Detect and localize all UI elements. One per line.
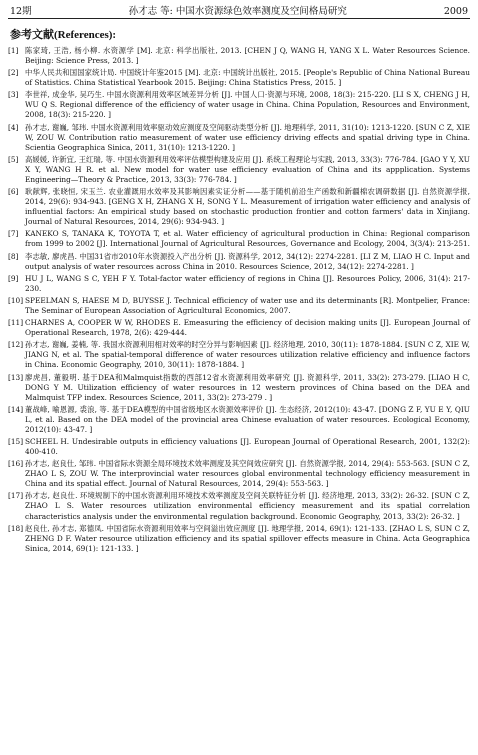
reference-number: [7] — [8, 229, 19, 239]
reference-text: 耿献辉, 张晓恒, 宋玉兰. 农业灌溉用水效率及其影响因素实证分析——基于随机前沿生产函数和新疆棉农调研数据 [J]. 自然资源学报, 2014, 29(6): 934-943. [GENG X H, ZHANG X H, SONG Y L. Measurement of irrigation water efficiency and analysis of influential factors: An empirical study based on stochastic production frontier and cotton farmers' data in Xinjiang. Journal of Natural Resources, 2014, 29(6): 934-943. ] — [25, 187, 470, 227]
reference-text: 赵良仕, 孙才志, 郑德凤. 中国省际水资源利用效率与空间溢出效应测度 [J]. 地理学报, 2014, 69(1): 121-133. [ZHAO L S, SUN C Z, ZHENG D F. Water resource utilization efficiency and its spatial spillover effects measure in China. Acta Geographica Sinica, 2014, 69(1): 121-133. ] — [25, 523, 470, 553]
reference-text: 孙才志, 谢巍, 邹玮. 中国水资源利用效率驱动效应测度及空间驱动类型分析 [J]. 地理科学, 2011, 31(10): 1213-1220. [SUN C Z, XIE W, ZOU W. Contribution ratio measurement of water use efficiency driving effects and spatial driving type in China. Scientia Geographica Sinica, 2011, 31(10): 1213-1220. ] — [25, 122, 470, 152]
reference-item — [8, 373, 470, 403]
reference-text: SCHEEL H. Undesirable outputs in efficiency valuations [J]. European Journal of Operational Research, 2001, 132(2): 400-410. — [25, 437, 470, 457]
page-number: 2009 — [443, 6, 468, 17]
reference-item — [8, 252, 470, 272]
reference-item — [8, 274, 470, 294]
reference-text: 董战峰, 喻恩源, 裘浪, 等. 基于DEA模型的中国省级地区水资源效率评价 [J]. 生态经济, 2012(10): 43-47. [DONG Z F, YU E Y, QIU L, et al. Based on the DEA model of the provincial area Chinese evaluation of water resources. Ecological Economy, 2012(10): 43-47. ] — [25, 404, 470, 434]
reference-number: [17] — [8, 491, 24, 501]
reference-text: SPEELMAN S, HAESE M D, BUYSSE J. Technical efficiency of water use and its determinants [R]. Montpelier, France: The Seminar of European Association of Agricultural Economics, 2007. — [25, 295, 470, 315]
reference-text: CHARNES A, COOPER W W, RHODES E. Emeasuring the efficiency of decision making units [J]. European Journal of Operational Research, 1978, 2(6): 429-444. — [25, 318, 470, 338]
reference-number: [8] — [8, 251, 19, 261]
reference-text: 陈家琦, 王浩, 杨小柳. 水资源学 [M]. 北京: 科学出版社, 2013. [CHEN J Q, WANG H, YANG X L. Water Resources Science. Beijing: Science Press, 2013. ] — [25, 46, 470, 66]
reference-item — [8, 229, 470, 249]
reference-text: 孙才志, 谢巍, 姜楠, 等. 我国水资源利用相对效率的时空分异与影响因素 [J]. 经济地理, 2010, 30(11): 1878-1884. [SUN C Z, XIE W, JIANG N, et al. The spatial-temporal difference of water resources utilization relative efficiency and influence factors in China. Economic Geography, 2010, 30(11): 1878-1884. ] — [25, 340, 470, 370]
reference-text: 孙才志, 赵良仕, 邹玮. 中国省际水资源全局环境技术效率测度及其空间效应研究 [J]. 自然资源学报, 2014, 29(4): 553-563. [SUN C Z, ZHAO L S, ZOU W. The interprovincial water resources global environmental technology efficiency measurement in China and its spatial effect. Journal of Natural Resources, 2014, 29(4): 553-563. ] — [25, 459, 470, 489]
reference-text: 廖虎昌, 董毅明. 基于DEA和Malmquist指数的西部12省水资源利用效率研究 [J]. 资源科学, 2011, 33(2): 273-279. [LIAO H C, DONG Y M. Utilization efficiency of water resources in 12 western provinces of China based on the DEA and Malmquist TFP index. Resources Science, 2011, 33(2): 273-279 . ] — [25, 372, 470, 402]
reference-number: [13] — [8, 372, 24, 382]
reference-number: [5] — [8, 154, 19, 164]
running-header — [8, 0, 470, 19]
reference-number: [3] — [8, 90, 19, 100]
reference-text: 孙才志, 赵良仕. 环境规制下的中国水资源利用环境技术效率测度及空间关联特征分析 [J]. 经济地理, 2013, 33(2): 26-32. [SUN C Z, ZHAO L S. Water resources utilization environmental efficiency measurement and its spatial correlation characteristics analysis under the environmental regulation background. Economic Geography, 2013, 33(2): 26-32. ] — [25, 491, 470, 521]
reference-text: KANEKO S, TANAKA K, TOYOTA T, et al. Water efficiency of agricultural production in China: Regional comparison from 1999 to 2002 [J]. International Journal of Agricultural Resources, Governance and Ecology, 2004, 3(3/4): 213-251. — [25, 229, 470, 249]
reference-item — [8, 340, 470, 370]
reference-number: [18] — [8, 523, 24, 533]
reference-number: [11] — [8, 318, 24, 328]
reference-item — [8, 405, 470, 435]
reference-item — [8, 90, 470, 120]
reference-text: 高媛媛, 许新宜, 王红瑞, 等. 中国水资源利用效率评估模型构建及应用 [J]. 系统工程理论与实践, 2013, 33(3): 776-784. [GAO Y Y, XU X Y, WANG H R. et al. New model for water use efficiency evaluation of China and its appplication. Systems Engineering—Theory & Practice, 2013, 33(3): 776-784. ] — [25, 154, 470, 184]
reference-number: [14] — [8, 404, 24, 414]
reference-item — [8, 318, 470, 338]
reference-list — [8, 46, 470, 554]
reference-item — [8, 296, 470, 316]
reference-item — [8, 491, 470, 521]
reference-text: 李世祥, 成金华, 吴巧生. 中国水资源利用效率区域差异分析 [J]. 中国人口·资源与环境, 2008, 18(3): 215-220. [LI S X, CHENG J H, WU Q S. Regional difference of the efficiency of water usage in China. China Population, Resources and Environment, 2008, 18(3): 215-220. ] — [25, 90, 470, 120]
reference-item — [8, 187, 470, 227]
reference-item — [8, 68, 470, 88]
reference-number: [9] — [8, 273, 19, 283]
reference-item — [8, 524, 470, 554]
reference-number: [1] — [8, 46, 19, 55]
reference-text: 李志敏, 廖虎昌. 中国31省市2010年水资源投入产出分析 [J]. 资源科学, 2012, 34(12): 2274-2281. [LI Z M, LIAO H C. Input and output analysis of water resources across China in 2010. Resources Science, 2012, 34(12): 2274-2281. ] — [25, 251, 470, 271]
reference-number: [6] — [8, 187, 19, 197]
reference-number: [12] — [8, 340, 24, 350]
reference-number: [10] — [8, 295, 24, 305]
reference-text: HU J L, WANG S C, YEH F Y. Total-factor water efficiency of regions in China [J]. Resources Policy, 2006, 31(4): 217-230. — [25, 273, 470, 293]
issue-label: 12期 — [10, 6, 32, 17]
reference-number: [4] — [8, 122, 19, 132]
reference-item — [8, 437, 470, 457]
reference-text: 中华人民共和国国家统计局. 中国统计年鉴2015 [M]. 北京: 中国统计出版社, 2015. [People's Republic of China National Bureau of Statistics. China Statistical Yearbook 2015. Beijing: China Statistics Press, 2015. ] — [25, 68, 470, 88]
reference-item — [8, 123, 470, 153]
running-title: 孙才志 等: 中国水资源绿色效率测度及空间格局研究 — [128, 6, 347, 17]
reference-number: [16] — [8, 459, 24, 469]
references-heading: 参考文献(References): — [10, 29, 117, 41]
reference-item — [8, 155, 470, 185]
reference-item — [8, 459, 470, 489]
reference-item — [8, 46, 470, 66]
reference-number: [15] — [8, 437, 24, 446]
reference-number: [2] — [8, 68, 19, 78]
